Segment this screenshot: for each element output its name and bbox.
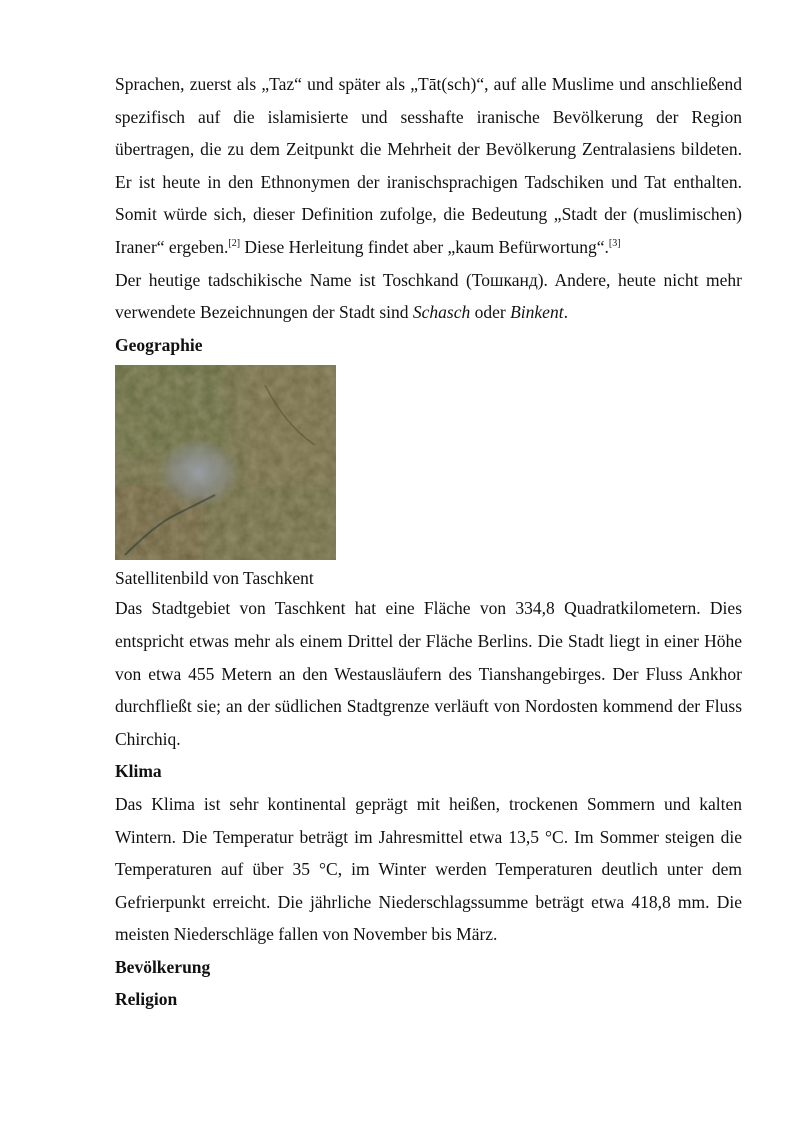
names-text-end: . bbox=[563, 302, 568, 323]
heading-klima: Klima bbox=[115, 761, 162, 782]
heading-bevoelkerung: Bevölkerung bbox=[115, 956, 211, 977]
document-page bbox=[115, 68, 742, 1016]
image-caption: Satellitenbild von Taschkent bbox=[115, 568, 314, 589]
etymology-text-continued: Diese Herleitung findet aber „kaum Befürwortung“. bbox=[240, 236, 609, 257]
footnote-ref-3[interactable]: [3] bbox=[608, 237, 621, 249]
etymology-text: Sprachen, zuerst als „Taz“ und später als „Tāt(sch)“, auf alle Muslime und anschließend spezifisch auf die islamisierte und sesshafte iranische Bevölkerung der Region übertragen, die zu dem Zeitpunkt die Mehrheit der Bevölkerung Zentralasiens bildeten. Er ist heute in den Ethnonymen der iranischsprachigen Tadschiken und Tat enthalten. Somit würde sich, dieser Definition zufolge, die Bedeutung „Stadt der (muslimischen) Iraner“ ergeben. bbox=[115, 74, 742, 257]
heading-geographie: Geographie bbox=[115, 334, 203, 355]
paragraph-geographie: Das Stadtgebiet von Taschkent hat eine Fläche von 334,8 Quadratkilometern. Dies entspricht etwas mehr als einem Drittel der Fläche Berlins. Die Stadt liegt in einer Höhe von etwa 455 Metern an den Westausläufern des Tianshangebirges. Der Fluss Ankhor durchfließt sie; an der südlichen Stadtgrenze verläuft von Nordosten kommend der Fluss Chirchiq. bbox=[115, 598, 742, 749]
paragraph-names bbox=[115, 264, 742, 329]
heading-religion: Religion bbox=[115, 989, 178, 1010]
paragraph-klima: Das Klima ist sehr kontinental geprägt mit heißen, trockenen Sommern und kalten Wintern. Die Temperatur beträgt im Jahresmittel etwa 13,5 °C. Im Sommer steigen die Temperaturen auf über 35 °C, im Winter werden Temperaturen deutlich unter dem Gefrierpunkt erreicht. Die jährliche Niederschlagssumme beträgt etwa 418,8 mm. Die meisten Niederschläge fallen von November bis März. bbox=[115, 793, 742, 945]
paragraph-etymology bbox=[115, 68, 742, 264]
satellite-image bbox=[115, 365, 336, 560]
name-schasch: Schasch bbox=[412, 302, 471, 323]
names-text-or: oder bbox=[470, 302, 511, 323]
name-binkent: Binkent bbox=[510, 302, 564, 323]
names-text: Der heutige tadschikische Name ist Toschkand (Тошканд). Andere, heute nicht mehr verwendete Bezeichnungen der Stadt sind bbox=[115, 269, 742, 323]
footnote-ref-2[interactable]: [2] bbox=[228, 237, 241, 249]
